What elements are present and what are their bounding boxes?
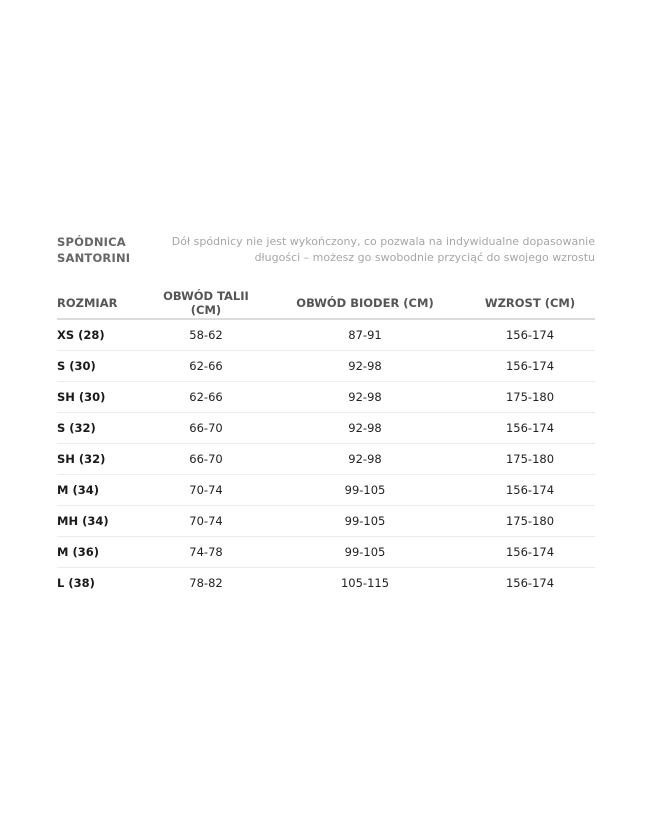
cell-waist: 66-70 (147, 413, 265, 444)
cell-height: 156-174 (465, 537, 595, 568)
product-name-line2: SANTORINI (57, 251, 131, 265)
cell-height: 175-180 (465, 382, 595, 413)
cell-hips: 105-115 (340, 576, 390, 590)
header-hips: OBWÓD BIODER (CM) (265, 287, 465, 319)
cell-size: SH (30) (57, 382, 147, 413)
fit-note-line2: długości – możesz go swobodnie przyciąć do swojego wzrostu (254, 251, 595, 264)
cell-hips: 99-105 (265, 537, 465, 568)
size-table (57, 287, 595, 598)
cell-hips: 92-98 (265, 351, 465, 382)
cell-height: 175-180 (465, 506, 595, 537)
cell-waist: 58-62 (147, 319, 265, 351)
table-row (57, 568, 595, 599)
size-chart-header (57, 234, 595, 274)
cell-height: 156-174 (505, 576, 555, 590)
cell-size: M (36) (57, 537, 147, 568)
table-row (57, 537, 595, 568)
table-row (57, 319, 595, 351)
cell-waist: 62-66 (147, 382, 265, 413)
cell-waist: 78-82 (189, 576, 223, 590)
cell-size: S (30) (57, 351, 147, 382)
cell-height: 156-174 (465, 351, 595, 382)
cell-hips: 92-98 (265, 444, 465, 475)
size-chart (57, 234, 595, 598)
cell-size: M (34) (57, 475, 147, 506)
header-waist: OBWÓD TALII (CM) (147, 287, 265, 319)
table-header-row (57, 287, 595, 319)
table-row (57, 506, 595, 537)
cell-hips: 92-98 (265, 382, 465, 413)
table-row (57, 382, 595, 413)
cell-waist: 74-78 (147, 537, 265, 568)
cell-waist: 66-70 (147, 444, 265, 475)
cell-size: L (38) (57, 576, 95, 590)
cell-waist: 62-66 (147, 351, 265, 382)
cell-height: 156-174 (465, 475, 595, 506)
product-name (57, 234, 130, 266)
product-name-line1: SPÓDNICA (57, 235, 126, 249)
cell-height: 175-180 (465, 444, 595, 475)
cell-size: MH (34) (57, 506, 147, 537)
table-row (57, 351, 595, 382)
cell-size: SH (32) (57, 444, 147, 475)
cell-waist: 70-74 (147, 506, 265, 537)
cell-hips: 99-105 (265, 506, 465, 537)
table-row (57, 475, 595, 506)
cell-size: XS (28) (57, 319, 147, 351)
cell-waist: 70-74 (147, 475, 265, 506)
cell-height: 156-174 (465, 413, 595, 444)
header-height: WZROST (CM) (465, 287, 595, 319)
header-size: ROZMIAR (57, 287, 147, 319)
table-row (57, 444, 595, 475)
cell-size: S (32) (57, 413, 147, 444)
fit-note-line1: Dół spódnicy nie jest wykończony, co pozwala na indywidualne dopasowanie (171, 235, 595, 248)
cell-hips: 92-98 (265, 413, 465, 444)
cell-height: 156-174 (465, 319, 595, 351)
fit-note (172, 234, 595, 266)
cell-hips: 87-91 (265, 319, 465, 351)
cell-hips: 99-105 (265, 475, 465, 506)
table-row (57, 413, 595, 444)
